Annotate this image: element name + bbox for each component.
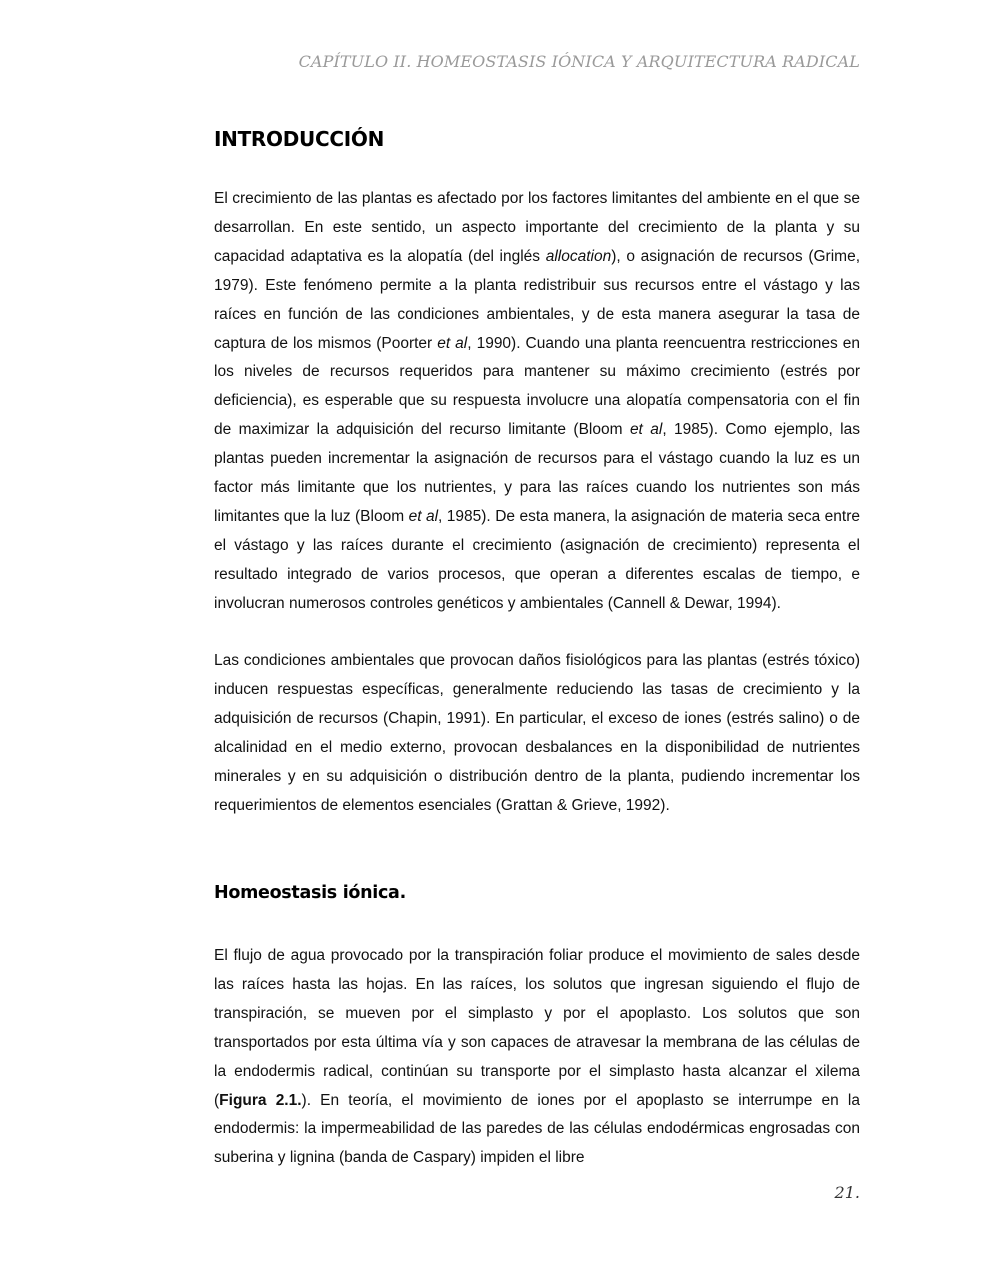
italic-term: allocation [545, 247, 612, 265]
section-title: INTRODUCCIÓN [214, 127, 385, 151]
figure-reference: Figura 2.1. [219, 1091, 302, 1109]
text-run: El crecimiento de las plantas es afectado por los factores limitantes del ambiente en el que se desarrollan. En este sentido, un aspecto importante del crecimiento de la planta y su capacidad adaptativa es la alopatía (del inglés [214, 190, 860, 265]
italic-term: et al [437, 334, 468, 352]
italic-term: et al [629, 421, 663, 439]
paragraph-introduction-1 [214, 185, 860, 619]
text-run: , 1990). Cuando una planta reencuentra restricciones en los niveles de recursos requeridos para mantener su máximo crecimiento (estrés por deficiencia), es esperable que su respuesta involucre una alopatía compensatoria con el fin de maximizar la adquisición del recurso limitante (Bloom [214, 334, 860, 439]
paragraph-homeostasis-1 [214, 942, 860, 1173]
text-run: , 1985). De esta manera, la asignación de materia seca entre el vástago y las raíces durante el crecimiento (asignación de crecimiento) representa el resultado integrado de varios procesos, que operan a diferentes escalas de tiempo, e involucran numerosos controles genéticos y ambientales (Cannell & Dewar, 1994). [214, 507, 860, 612]
paragraph-introduction-2: Las condiciones ambientales que provocan daños fisiológicos para las plantas (estrés tóxico) inducen respuestas específicas, generalmente reduciendo las tasas de crecimiento y la adquisición de recursos (Chapin, 1991). En particular, el exceso de iones (estrés salino) o de alcalinidad en el medio externo, provocan desbalances en la disponibilidad de nutrientes minerales y en su adquisición o distribución dentro de la planta, pudiendo incrementar los requerimientos de elementos esenciales (Grattan & Grieve, 1992). [214, 652, 860, 814]
subsection-title: Homeostasis iónica. [214, 883, 406, 903]
text-run: , 1985). Como ejemplo, las plantas pueden incrementar la asignación de recursos para el vástago cuando la luz es un factor más limitante que los nutrientes, y para las raíces cuando los nutrientes son más limitantes que la luz (Bloom [214, 421, 860, 525]
chapter-header: CAPÍTULO II. HOMEOSTASIS IÓNICA Y ARQUITECTURA RADICAL [298, 52, 860, 71]
text-run: ), o asignación de recursos (Grime, 1979). Este fenómeno permite a la planta redistribuir sus recursos entre el vástago y las raíces en función de las condiciones ambientales, y de esta manera asegurar la tasa de captura de los mismos (Poorter [214, 247, 860, 352]
italic-term: et al [408, 507, 439, 525]
page-number: 21. [834, 1183, 860, 1202]
text-run: ). En teoría, el movimiento de iones por el apoplasto se interrumpe en la endodermis: la impermeabilidad de las paredes de las células endodérmicas engrosadas con suberina y lignina (banda de Caspary) impiden el libre [214, 1091, 860, 1167]
text-run: El flujo de agua provocado por la transpiración foliar produce el movimiento de sales desde las raíces hasta las hojas. En las raíces, los solutos que ingresan siguiendo el flujo de transpiración, se mueven por el simplasto y por el apoplasto. Los solutos que son transportados por esta última vía y son capaces de atravesar la membrana de las células de la endodermis radical, continúan su transporte por el simplasto hasta alcanzar el xilema ( [214, 947, 860, 1109]
